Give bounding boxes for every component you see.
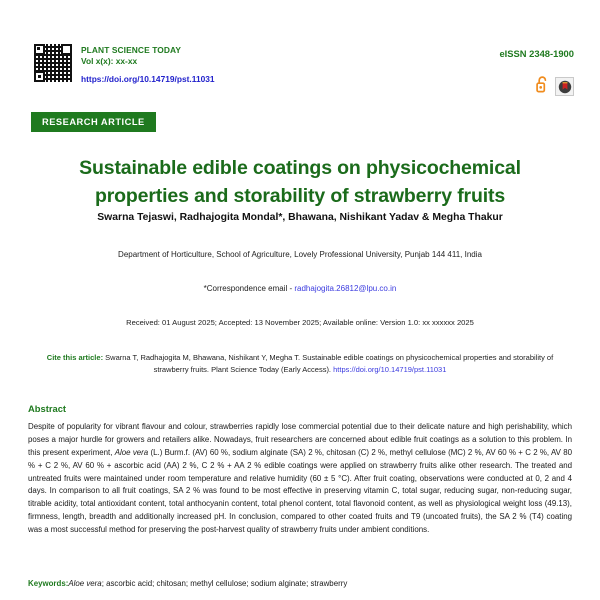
correspondence-label: *Correspondence email -: [203, 284, 295, 293]
abstract-body: [28, 421, 572, 537]
qr-finder-bottom-left: [34, 71, 45, 82]
cite-doi-link[interactable]: https://doi.org/10.14719/pst.11031: [333, 365, 447, 375]
page-title: Sustainable edible coatings on physicochemical properties and storability of strawberry fruits: [79, 157, 521, 207]
author-list: Swarna Tejaswi, Radhajogita Mondal*, Bhawana, Nishikant Yadav & Megha Thakur: [97, 212, 503, 223]
masthead-left: [34, 44, 215, 88]
journal-mark-icon[interactable]: [555, 77, 574, 96]
masthead-right: [499, 48, 574, 98]
qr-finder-dot-right: [66, 47, 69, 50]
masthead: [0, 40, 600, 140]
journal-identity: [81, 44, 215, 88]
correspondence: [40, 284, 560, 293]
journal-name: PLANT SCIENCE TODAY: [81, 45, 182, 55]
publication-dates: Received: 01 August 2025; Accepted: 13 November 2025; Available online: Version 1.0: xx xxxxxx 2025: [126, 318, 474, 327]
cite-text: Swarna T, Radhajogita M, Bhawana, Nishikant Y, Megha T. Sustainable edible coatings on physicochemical properties and storability of strawberry fruits. Plant Science Today (Early Access).: [103, 353, 554, 375]
abstract-part-1: Despite of popularity for vibrant flavour and colour, strawberries rapidly lose commercial potential due to their delicate nature and high perishability, which poses a major hurdle for growers and retailers alike. Nowadays, fruit researchers are concerned about edible fruit coatings as a solution to this problem. In this present experiment,: [28, 422, 572, 457]
cite-label: Cite this article:: [46, 353, 104, 362]
qr-finder-dot-left: [37, 47, 40, 50]
correspondence-email-link[interactable]: radhajogita.26812@lpu.co.in: [294, 284, 397, 293]
abstract-species-name: Aloe vera: [114, 447, 149, 457]
journal-volume: Vol x(x): xx-xx: [81, 56, 138, 67]
keywords-rest: ; ascorbic acid; chitosan; methyl cellulose; sodium alginate; strawberry: [101, 579, 348, 588]
journal-doi-link[interactable]: https://doi.org/10.14719/pst.11031: [81, 74, 215, 85]
eissn-label: eISSN 2348-1900: [499, 48, 574, 59]
abstract-heading: Abstract: [28, 403, 67, 414]
qr-code-icon[interactable]: [34, 44, 72, 82]
open-access-lock-icon[interactable]: [536, 75, 549, 98]
keywords-label: Keywords:: [28, 579, 69, 588]
article-type-badge: RESEARCH ARTICLE: [31, 112, 156, 132]
badge-row: [499, 75, 574, 98]
abstract-part-2: (L.) Burm.f. (AV) 60 %, sodium alginate (SA) 2 %, chitosan (C) 2 %, methyl cellulose (MC) 2 %, AV 60 % + C 2 %, AV 80 % + C 2 %, AV 60 % + ascorbic acid (AA) 2 %, C 2 % + AA 2 % edible coatings were applied on strawberry fruits alike other research. The treated and untreated fruits were maintained under room temperature and relative humidity (60 ± 5 °C). After fruit coating, observations were conducted at 0, 2 and 4 days. In comparison to all fruit coatings, SA 2 % was found to be most effective in preserving vitamin C, total sugar, reducing sugar, non-reducing sugar, titrable acidity, total antioxidant content, total anthocyanin content, total phenol content, total flavonoid content, as well as physiological weight loss (49.13), firmness, length, breadth and additionally increased pH. In conclusion, compared to other coated fruits and T9 (uncoated fruits), the SA 2 % (T4) coating was a most successful method for preserving the post-harvest quality of strawberry fruits under ambient conditions.: [28, 447, 572, 534]
cite-this-article: [36, 352, 564, 376]
keywords-italic-term: Aloe vera: [68, 579, 102, 588]
affiliation: Department of Horticulture, School of Agriculture, Lovely Professional University, Punjab 144 411, India: [118, 250, 482, 259]
keywords: [28, 578, 572, 590]
